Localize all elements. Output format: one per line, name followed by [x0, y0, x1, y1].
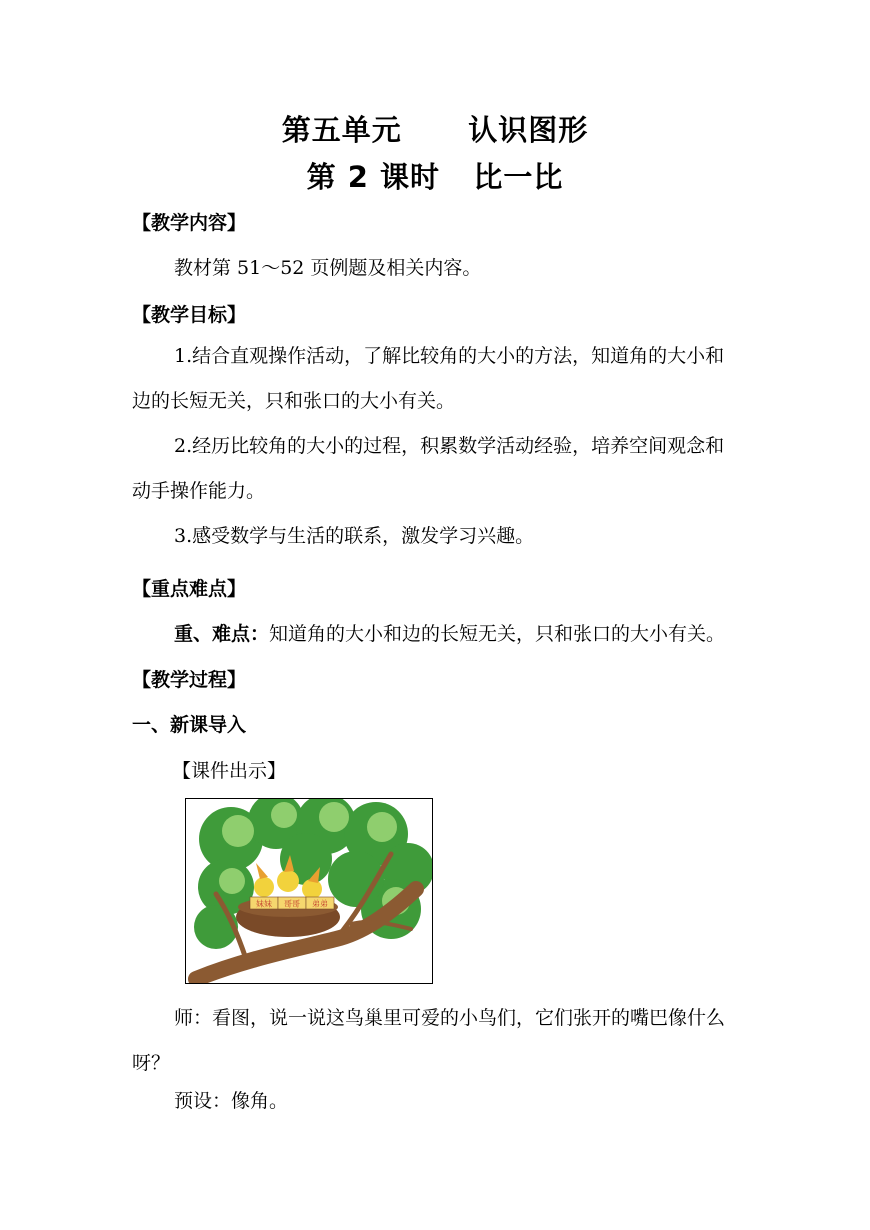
bird-nest-illustration: [185, 798, 433, 984]
tag-right-text: 弟弟: [312, 899, 328, 909]
teacher-question: 师：看图，说一说这鸟巢里可爱的小鸟们，它们张开的嘴巴像什么呀？: [132, 1007, 726, 1074]
tag-left-text: 妹妹: [256, 899, 272, 909]
courseware-label: 【课件出示】: [172, 760, 287, 782]
goal-item-2: 2.经历比较角的大小的过程，积累数学活动经验，培养空间观念和动手操作能力。: [132, 435, 725, 502]
unit-title: 第五单元 认识图形: [281, 113, 589, 147]
section-heading-goals: 【教学目标】: [132, 304, 247, 326]
bird-left: [254, 877, 274, 897]
bird-nest-drawing: [186, 799, 432, 983]
goal-item-3: 3.感受数学与生活的联系，激发学习兴趣。: [174, 525, 535, 547]
goal-item-1: 1.结合直观操作活动，了解比较角的大小的方法，知道角的大小和边的长短无关，只和张口的大小有关。: [132, 345, 725, 412]
key-points-text: 知道角的大小和边的长短无关，只和张口的大小有关。: [269, 623, 726, 645]
section-heading-key-points: 【重点难点】: [132, 578, 247, 600]
bird-middle: [277, 870, 299, 892]
process-step-1: 一、新课导入: [132, 714, 247, 736]
tag-middle-text: 哥哥: [284, 899, 300, 909]
section-heading-process: 【教学过程】: [132, 669, 247, 691]
key-points-label: 重、难点：: [174, 623, 270, 645]
section-heading-content: 【教学内容】: [132, 212, 247, 234]
beak-left: [256, 863, 268, 879]
bird-right: [302, 879, 322, 899]
content-text: 教材第 51～52 页例题及相关内容。: [174, 257, 482, 279]
bird-name-tags: [250, 897, 334, 909]
lesson-title: 第 2 课时 比一比: [306, 160, 564, 194]
key-points-line: [174, 619, 725, 646]
preset-answer: 预设：像角。: [174, 1090, 289, 1112]
